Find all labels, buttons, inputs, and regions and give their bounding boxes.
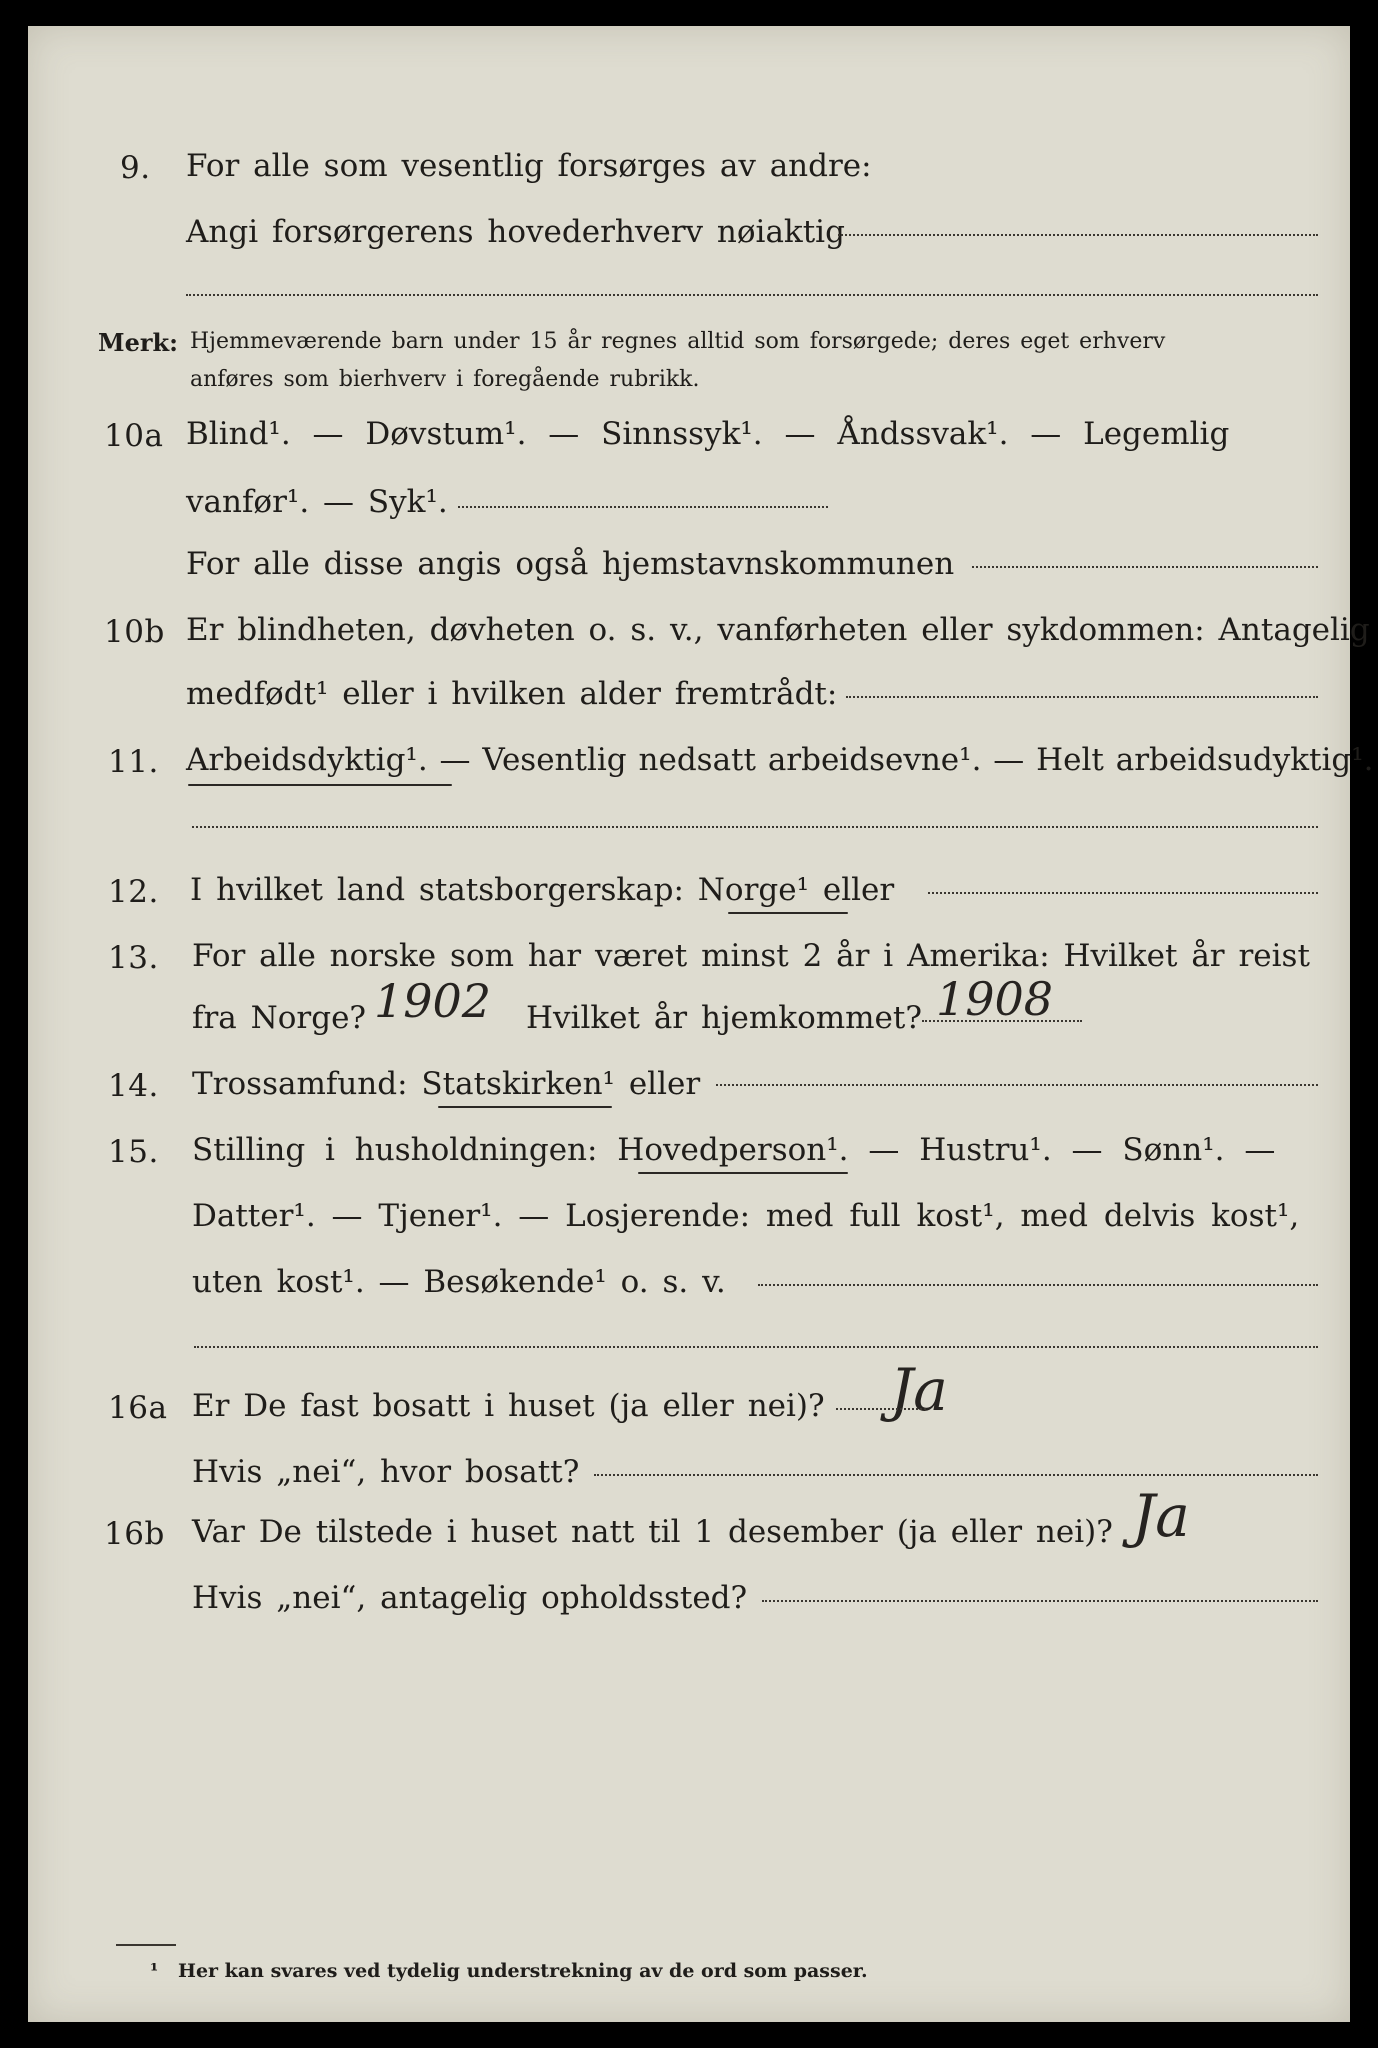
answer-line[interactable] xyxy=(836,1408,926,1410)
question-text: vanfør¹. — Syk¹. xyxy=(186,484,448,520)
item-number: 10a xyxy=(104,418,164,454)
question-text: Hvis „nei“, antagelig opholdssted? xyxy=(192,1580,748,1616)
question-text: Datter¹. — Tjener¹. — Losjerende: med full kost¹, med delvis kost¹, xyxy=(192,1198,1300,1234)
item-number: 11. xyxy=(108,744,159,780)
note-text: Hjemmeværende barn under 15 år regnes alltid som forsørgede; deres eget erhverv xyxy=(190,329,1166,354)
item-number: 16a xyxy=(108,1390,168,1426)
question-text: Er blindheten, døvheten o. s. v., vanførheten eller sykdommen: Antagelig xyxy=(186,612,1370,648)
answer-underline xyxy=(438,1106,612,1108)
question-text: fra Norge? xyxy=(192,1000,367,1036)
handwritten-answer: Ja xyxy=(890,1356,948,1424)
question-text: For alle som vesentlig forsørges av andre: xyxy=(186,148,872,184)
footnote-divider xyxy=(116,1944,176,1946)
question-text: medfødt¹ eller i hvilken alder fremtrådt: xyxy=(186,676,838,712)
footnote-marker: ¹ xyxy=(150,1960,159,1982)
item-number: 9. xyxy=(120,150,151,186)
handwritten-answer: Ja xyxy=(1132,1482,1190,1550)
note-text: anføres som bierhverv i foregående rubrikk. xyxy=(190,367,700,392)
answer-line[interactable] xyxy=(716,1084,1318,1086)
question-text: Er De fast bosatt i huset (ja eller nei)? xyxy=(192,1388,825,1424)
handwritten-answer: 1908 xyxy=(936,972,1054,1026)
answer-line[interactable] xyxy=(972,566,1318,568)
note-label: Merk: xyxy=(98,328,178,357)
item-number: 16b xyxy=(104,1516,165,1552)
answer-underline xyxy=(188,784,452,786)
answer-line[interactable] xyxy=(194,1346,1318,1348)
answer-line[interactable] xyxy=(922,1020,1082,1022)
item-number: 12. xyxy=(108,874,159,910)
item-number: 14. xyxy=(108,1068,159,1104)
answer-line[interactable] xyxy=(594,1474,1318,1476)
question-text: Angi forsørgerens hovederhverv nøiaktig xyxy=(186,214,845,250)
footnote-text: Her kan svares ved tydelig understrekning av de ord som passer. xyxy=(178,1960,868,1982)
question-text: Arbeidsdyktig¹. — Vesentlig nedsatt arbeidsevne¹. — Helt arbeidsudyktig¹. xyxy=(186,742,1374,778)
item-number: 15. xyxy=(108,1134,159,1170)
question-text: For alle norske som har været minst 2 år i Amerika: Hvilket år reist xyxy=(192,938,1310,974)
answer-line[interactable] xyxy=(838,234,1318,236)
handwritten-answer: 1902 xyxy=(374,974,492,1028)
question-text: Hvis „nei“, hvor bosatt? xyxy=(192,1454,580,1490)
question-text: For alle disse angis også hjemstavnskommunen xyxy=(186,546,955,582)
answer-line[interactable] xyxy=(186,294,1318,296)
answer-line[interactable] xyxy=(458,506,828,508)
answer-line[interactable] xyxy=(758,1284,1318,1286)
answer-underline xyxy=(638,1172,848,1174)
question-text: uten kost¹. — Besøkende¹ o. s. v. xyxy=(192,1264,726,1300)
question-text: I hvilket land statsborgerskap: Norge¹ eller xyxy=(190,872,895,908)
answer-line[interactable] xyxy=(928,892,1318,894)
item-number: 13. xyxy=(108,940,159,976)
question-text: Stilling i husholdningen: Hovedperson¹. — Hustru¹. — Sønn¹. — xyxy=(192,1132,1276,1168)
question-text: Blind¹. — Døvstum¹. — Sinnssyk¹. — Åndssvak¹. — Legemlig xyxy=(186,416,1230,452)
answer-line[interactable] xyxy=(846,696,1318,698)
answer-line[interactable] xyxy=(762,1600,1318,1602)
item-number: 10b xyxy=(104,614,165,650)
question-text: Trossamfund: Statskirken¹ eller xyxy=(192,1066,701,1102)
answer-underline xyxy=(728,912,848,914)
answer-line[interactable] xyxy=(192,826,1318,828)
question-text: Hvilket år hjemkommet? xyxy=(526,1000,922,1036)
question-text: Var De tilstede i huset natt til 1 desember (ja eller nei)? xyxy=(192,1514,1113,1550)
census-form-page xyxy=(28,26,1374,2022)
